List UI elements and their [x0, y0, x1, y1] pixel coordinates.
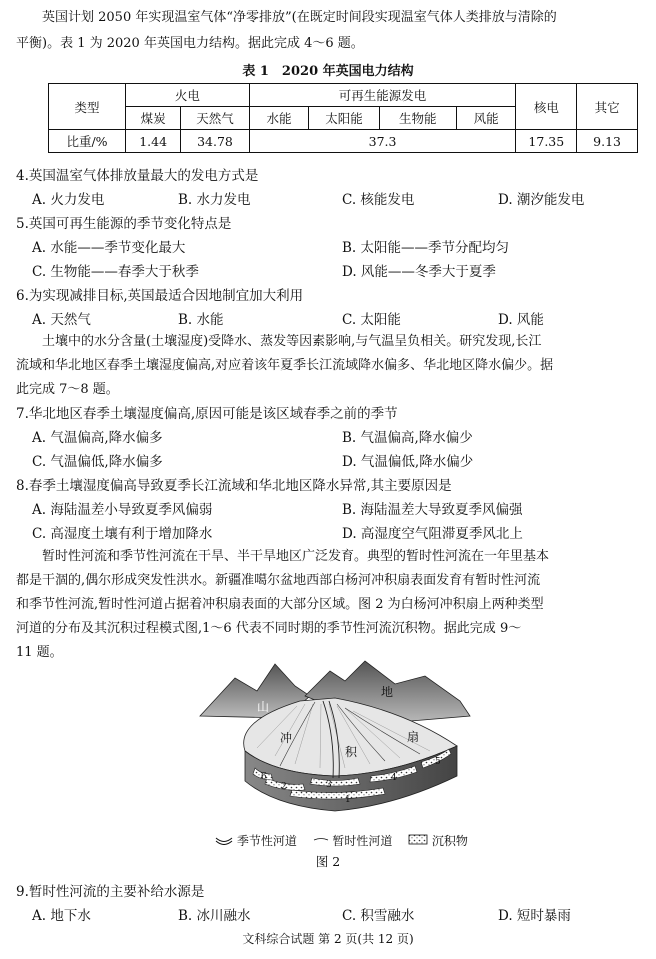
header-nuclear: 核电: [516, 84, 577, 130]
value-other: 9.13: [577, 130, 638, 153]
legend-seasonal: 季节性河道: [236, 834, 297, 848]
row-label: 比重/%: [49, 130, 126, 153]
question-5-stem: 5.英国可再生能源的季节变化特点是: [16, 216, 232, 232]
q9-option-a: A. 地下水: [32, 908, 91, 924]
sub-gas: 天然气: [181, 107, 249, 130]
sub-bio: 生物能: [379, 107, 456, 130]
question-6-stem: 6.为实现减排目标,英国最适合因地制宜加大利用: [16, 288, 304, 304]
header-type: 类型: [49, 84, 126, 130]
label-num1: 1: [345, 795, 351, 805]
figure2-legend: [215, 832, 468, 849]
intro1-line2: 平衡)。表 1 为 2020 年英国电力结构。据此完成 4～6 题。: [16, 36, 364, 51]
q9-option-b: B. 冰川融水: [178, 908, 251, 924]
label-num3: 3: [326, 780, 332, 790]
question-4-stem: 4.英国温室气体排放量最大的发电方式是: [16, 168, 259, 184]
label-num2: 2: [281, 782, 287, 792]
question-9-stem: 9.暂时性河流的主要补给水源是: [16, 884, 205, 900]
label-ji: 积: [345, 745, 358, 759]
q5-option-d: D. 风能——冬季大于夏季: [342, 264, 496, 280]
intro2-line2: 流域和华北地区春季土壤湿度偏高,对应着该年夏季长江流域降水偏多、华北地区降水偏少。据: [16, 358, 554, 373]
q4-option-a: A. 火力发电: [32, 192, 105, 208]
question-8-options-row1: [32, 498, 644, 518]
label-num4: 4: [391, 773, 397, 783]
power-structure-table: [48, 83, 638, 153]
sub-coal: 煤炭: [126, 107, 181, 130]
label-shan2: 扇: [407, 730, 420, 744]
q5-option-c: C. 生物能——春季大于秋季: [32, 264, 199, 280]
q7-option-d: D. 气温偏低,降水偏少: [342, 454, 474, 470]
q5-option-b: B. 太阳能——季节分配均匀: [342, 240, 510, 256]
question-8-options-row2: [32, 522, 644, 542]
q4-option-c: C. 核能发电: [342, 192, 415, 208]
label-num5: 5: [435, 757, 441, 767]
q7-option-b: B. 气温偏高,降水偏少: [342, 430, 473, 446]
q6-option-a: A. 天然气: [32, 312, 91, 328]
q6-option-b: B. 水能: [178, 312, 224, 328]
value-renewable: 37.3: [249, 130, 516, 153]
q9-option-c: C. 积雪融水: [342, 908, 415, 924]
question-8-stem: 8.春季土壤湿度偏高导致夏季长江流域和华北地区降水异常,其主要原因是: [16, 478, 452, 494]
question-6-options: [32, 308, 644, 328]
header-renewable: 可再生能源发电: [249, 84, 516, 107]
intro2-line3: 此完成 7～8 题。: [16, 382, 119, 397]
page-footer: 文科综合试题 第 2 页(共 12 页): [242, 932, 414, 946]
table1-caption: 表 1 2020 年英国电力结构: [242, 64, 414, 79]
sub-wind: 风能: [456, 107, 516, 130]
header-other: 其它: [577, 84, 638, 130]
q7-option-a: A. 气温偏高,降水偏多: [32, 430, 163, 446]
q6-option-d: D. 风能: [498, 312, 544, 328]
q9-option-d: D. 短时暴雨: [498, 908, 571, 924]
q8-option-b: B. 海陆温差大导致夏季风偏强: [342, 502, 523, 518]
label-di: 地: [381, 685, 394, 699]
intro3-line2: 都是干涸的,偶尔形成突发性洪水。新疆准噶尔盆地西部白杨河冲积扇表面发育有暂时性河流: [16, 573, 541, 588]
q4-option-b: B. 水力发电: [178, 192, 251, 208]
seasonal-channel-symbol: [215, 834, 233, 848]
q8-option-d: D. 高湿度空气阻滞夏季风北上: [342, 526, 523, 542]
question-5-options-row2: [32, 260, 644, 280]
intro3-line4: 河道的分布及其沉积过程模式图,1～6 代表不同时期的季节性河流沉积物。据此完成 9～: [16, 621, 522, 636]
label-num6: 6: [261, 772, 267, 782]
label-shan: 山: [257, 700, 270, 714]
q8-option-a: A. 海陆温差小导致夏季风偏弱: [32, 502, 213, 518]
alluvial-fan-diagram: [195, 656, 475, 831]
label-chong: 冲: [280, 731, 293, 745]
question-7-stem: 7.华北地区春季土壤湿度偏高,原因可能是该区域春季之前的季节: [16, 406, 398, 422]
intro3-line3: 和季节性河流,暂时性河道占据着冲积扇表面的大部分区域。图 2 为白杨河冲积扇上两种类型: [16, 597, 544, 612]
q6-option-c: C. 太阳能: [342, 312, 401, 328]
figure2-caption: 图 2: [315, 854, 341, 869]
sub-hydro: 水能: [249, 107, 309, 130]
intro1-line1: 英国计划 2050 年实现温室气体“净零排放”(在既定时间段实现温室气体人类排放与清除的: [42, 10, 557, 25]
temporary-channel-symbol: [313, 834, 329, 848]
legend-sediment: 沉积物: [431, 834, 468, 848]
question-7-options-row2: [32, 450, 644, 470]
q4-option-d: D. 潮汐能发电: [498, 192, 585, 208]
value-gas: 34.78: [181, 130, 249, 153]
sediment-symbol: [408, 834, 428, 848]
q5-option-a: A. 水能——季节变化最大: [32, 240, 186, 256]
sub-solar: 太阳能: [309, 107, 380, 130]
intro3-line1: 暂时性河流和季节性河流在干旱、半干旱地区广泛发育。典型的暂时性河流在一年里基本: [42, 549, 550, 564]
question-4-options: [32, 188, 644, 208]
value-coal: 1.44: [126, 130, 181, 153]
question-9-options: [32, 904, 644, 924]
intro2-line1: 土壤中的水分含量(土壤湿度)受降水、蒸发等因素影响,与气温呈负相关。研究发现,长江: [42, 334, 542, 349]
intro3-line5: 11 题。: [16, 645, 63, 660]
value-nuclear: 17.35: [516, 130, 577, 153]
question-5-options-row1: [32, 236, 644, 256]
header-thermal: 火电: [126, 84, 250, 107]
q7-option-c: C. 气温偏低,降水偏多: [32, 454, 163, 470]
question-7-options-row1: [32, 426, 644, 446]
legend-temporary: 暂时性河道: [332, 834, 393, 848]
q8-option-c: C. 高湿度土壤有利于增加降水: [32, 526, 213, 542]
